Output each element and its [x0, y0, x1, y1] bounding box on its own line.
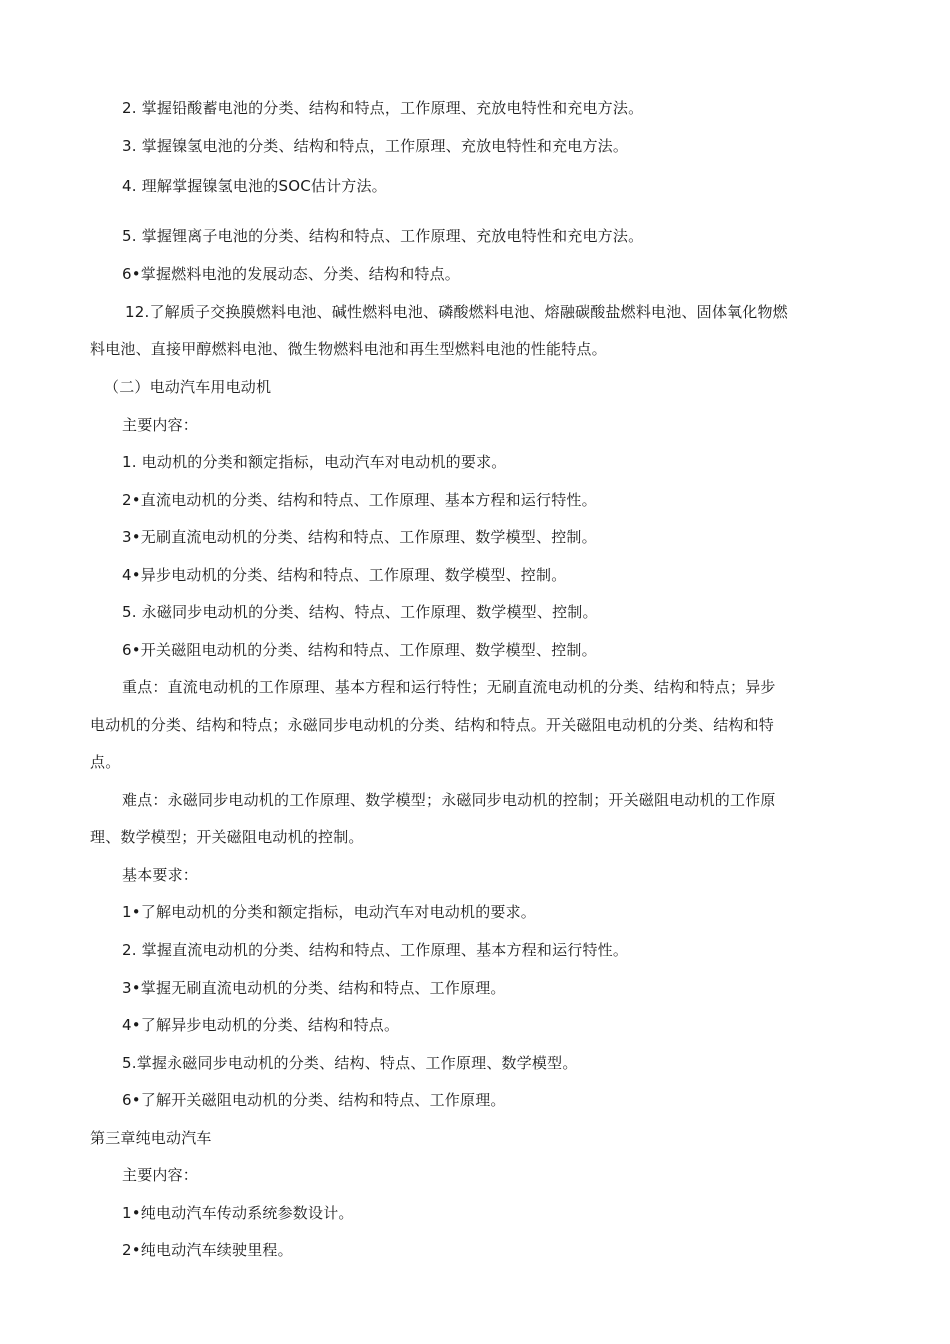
chapter-heading: 第三章纯电动汽车 — [90, 1129, 212, 1147]
text-line: 5. 掌握锂离子电池的分类、结构和特点、工作原理、充放电特性和充电方法。 — [122, 227, 644, 245]
text-line: 难点：永磁同步电动机的工作原理、数学模型；永磁同步电动机的控制；开关磁阻电动机的工作原 — [122, 791, 776, 809]
section-heading: （二）电动汽车用电动机 — [104, 378, 272, 396]
list-item: 6•了解开关磁阻电动机的分类、结构和特点、工作原理。 — [122, 1091, 506, 1109]
subheading: 基本要求： — [122, 866, 199, 884]
list-item: 6•开关磁阻电动机的分类、结构和特点、工作原理、数学模型、控制。 — [122, 641, 597, 659]
list-item: 5.掌握永磁同步电动机的分类、结构、特点、工作原理、数学模型。 — [122, 1054, 578, 1072]
list-item: 1. 电动机的分类和额定指标，电动汽车对电动机的要求。 — [122, 453, 507, 471]
list-item: 5. 永磁同步电动机的分类、结构、特点、工作原理、数学模型、控制。 — [122, 603, 598, 621]
text-line: 6•掌握燃料电池的发展动态、分类、结构和特点。 — [122, 265, 460, 283]
text-line: 2. 掌握铅酸蓄电池的分类、结构和特点，工作原理、充放电特性和充电方法。 — [122, 99, 644, 117]
text-line: 3. 掌握镍氢电池的分类、结构和特点，工作原理、充放电特性和充电方法。 — [122, 137, 629, 155]
list-item: 3•掌握无刷直流电动机的分类、结构和特点、工作原理。 — [122, 979, 506, 997]
list-item: 4•异步电动机的分类、结构和特点、工作原理、数学模型、控制。 — [122, 566, 567, 584]
list-item: 3•无刷直流电动机的分类、结构和特点、工作原理、数学模型、控制。 — [122, 528, 597, 546]
list-item: 2•直流电动机的分类、结构和特点、工作原理、基本方程和运行特性。 — [122, 491, 597, 509]
list-item: 1•纯电动汽车传动系统参数设计。 — [122, 1204, 354, 1222]
list-item: 4•了解异步电动机的分类、结构和特点。 — [122, 1016, 400, 1034]
list-item: 1•了解电动机的分类和额定指标，电动汽车对电动机的要求。 — [122, 903, 536, 921]
subheading: 主要内容： — [122, 1166, 199, 1184]
subheading: 主要内容： — [122, 416, 199, 434]
list-item: 2. 掌握直流电动机的分类、结构和特点、工作原理、基本方程和运行特性。 — [122, 941, 629, 959]
text-line: 电动机的分类、结构和特点；永磁同步电动机的分类、结构和特点。开关磁阻电动机的分类、结构和特 — [90, 716, 775, 734]
text-line: 点。 — [90, 753, 121, 771]
text-line: 理、数学模型；开关磁阻电动机的控制。 — [90, 828, 364, 846]
text-line: 4. 理解掌握镍氢电池的SOC估计方法。 — [122, 177, 387, 195]
list-item: 2•纯电动汽车续驶里程。 — [122, 1241, 293, 1259]
text-line: 料电池、直接甲醇燃料电池、微生物燃料电池和再生型燃料电池的性能特点。 — [90, 340, 607, 358]
text-line: 重点：直流电动机的工作原理、基本方程和运行特性；无刷直流电动机的分类、结构和特点；异步 — [122, 678, 776, 696]
text-line: 12.了解质子交换膜燃料电池、碱性燃料电池、磷酸燃料电池、熔融碳酸盐燃料电池、固体氧化物燃 — [125, 303, 788, 321]
